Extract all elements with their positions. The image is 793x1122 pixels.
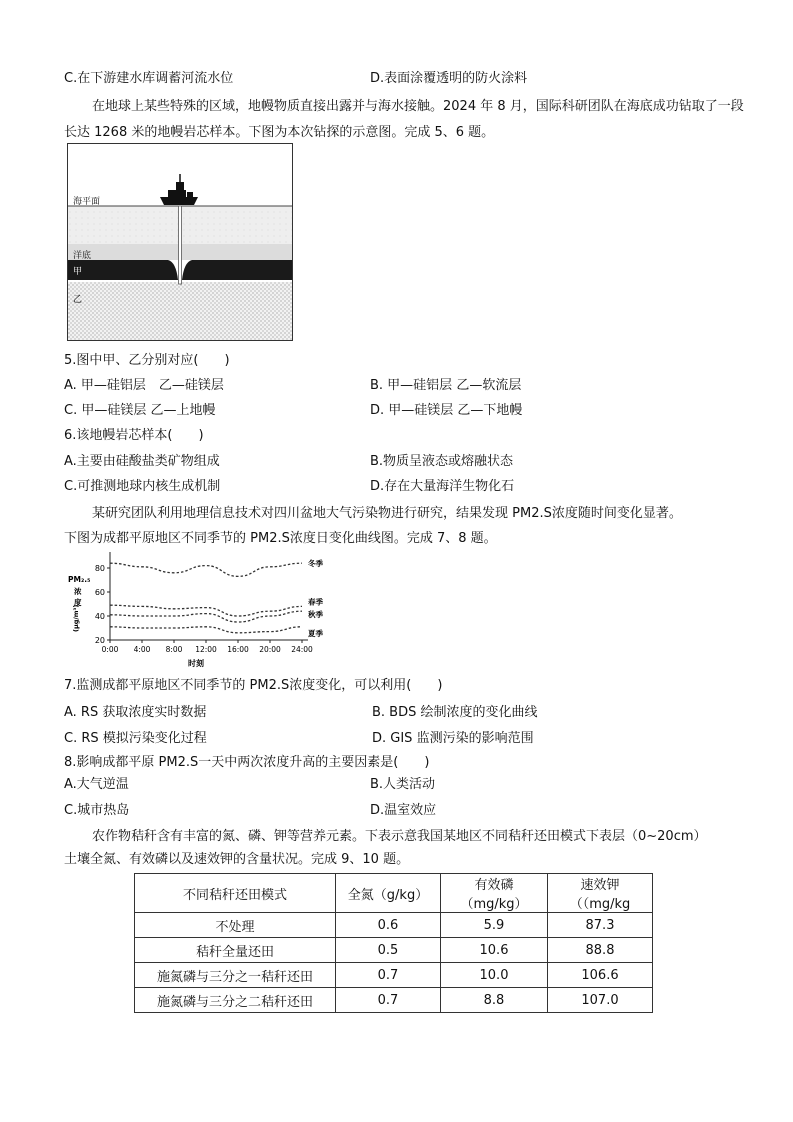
- x-tick-label: 0:00: [101, 645, 119, 654]
- layer-b-label: 乙: [73, 295, 83, 305]
- x-tick-label: 8:00: [165, 645, 183, 654]
- q8-option-c[interactable]: C.城市热岛: [64, 803, 130, 818]
- table-cell: 88.8: [548, 938, 653, 963]
- intro-q5-6: 在地球上某些特殊的区域，地幔物质直接出露并与海水接触。2024 年 8 月，国际科研团队在海底成功钻取了一段长达 1268 米的地幔岩芯样本。下图为本次钻探的示意图。完成 5、6 题。: [64, 99, 744, 140]
- q8-option-b[interactable]: B.人类活动: [370, 777, 436, 792]
- q5-option-a[interactable]: A. 甲—硅铝层 乙—硅镁层: [64, 378, 224, 393]
- x-tick-label: 20:00: [259, 645, 281, 654]
- intro-q7-8-line1: 某研究团队利用地理信息技术对四川盆地大气污染物进行研究，结果发现 PM2.S浓度随时间变化显著。: [92, 506, 682, 521]
- q6-option-a[interactable]: A.主要由硅酸盐类矿物组成: [64, 454, 220, 469]
- series-label: 秋季: [308, 610, 323, 620]
- q7-option-b[interactable]: B. BDS 绘制浓度的变化曲线: [372, 705, 538, 720]
- intro-q9-10-line1: 农作物秸秆含有丰富的氮、磷、钾等营养元素。下表示意我国某地区不同秸秆还田模式下表层（0~20cm）: [92, 829, 707, 844]
- layer-a-label: 甲: [73, 267, 83, 277]
- q8-stem: 8.影响成都平原 PM2.S一天中两次浓度升高的主要因素是( ): [64, 755, 430, 770]
- sea-level-label: 海平面: [73, 197, 101, 207]
- table-cell: 0.5: [336, 938, 441, 963]
- pm25-chart: [64, 548, 324, 670]
- table-cell: 10.0: [441, 963, 548, 988]
- table-cell: 0.7: [336, 988, 441, 1013]
- table-header: 不同秸秆还田模式: [135, 874, 336, 913]
- table-header: 全氮（g/kg）: [336, 874, 441, 913]
- y-tick-label: 40: [94, 612, 105, 621]
- q8-option-d[interactable]: D.温室效应: [370, 803, 437, 818]
- y-axis-label: 浓: [74, 587, 82, 596]
- q6-option-c[interactable]: C.可推测地球内核生成机制: [64, 479, 221, 494]
- q6-option-b[interactable]: B.物质呈液态或熔融状态: [370, 454, 514, 469]
- series-label: 夏季: [308, 628, 323, 638]
- table-cell: 0.6: [336, 913, 441, 938]
- layer-b-region: [68, 282, 292, 340]
- table-cell: 10.6: [441, 938, 548, 963]
- series-label: 春季: [308, 597, 323, 607]
- table-header: 有效磷（mg/kg）: [441, 874, 548, 913]
- table-cell: 87.3: [548, 913, 653, 938]
- y-tick-label: 60: [94, 588, 105, 597]
- q6-option-d[interactable]: D.存在大量海洋生物化石: [370, 479, 515, 494]
- option-c-prev: C.在下游建水库调蓄河流水位: [64, 71, 234, 86]
- q7-option-c[interactable]: C. RS 模拟污染变化过程: [64, 731, 207, 746]
- x-tick-label: 24:00: [291, 645, 313, 654]
- straw-return-table: [134, 873, 653, 1013]
- x-tick-label: 12:00: [195, 645, 217, 654]
- y-axis-label: PM₂.₅: [68, 575, 91, 584]
- table-row: [135, 988, 653, 1013]
- intro-q7-8-line2: 下图为成都平原地区不同季节的 PM2.S浓度日变化曲线图。完成 7、8 题。: [64, 531, 497, 546]
- table-header: 速效钾（（mg/kg: [548, 874, 653, 913]
- layer-b-right: [182, 260, 292, 280]
- q5-stem: 5.图中甲、乙分别对应( ): [64, 353, 230, 368]
- q7-option-a[interactable]: A. RS 获取浓度实时数据: [64, 705, 207, 720]
- series-line: [110, 611, 302, 622]
- intro-q9-10-line2: 土壤全氮、有效磷以及速效钾的含量状况。完成 9、10 题。: [64, 852, 410, 867]
- table-cell: 5.9: [441, 913, 548, 938]
- x-tick-label: 4:00: [133, 645, 151, 654]
- table-cell: 不处理: [135, 913, 336, 938]
- q5-option-d[interactable]: D. 甲—硅镁层 乙—下地幔: [370, 403, 523, 418]
- seabed-label: 洋底: [73, 251, 92, 261]
- table-row: [135, 938, 653, 963]
- q6-stem: 6.该地幔岩芯样本( ): [64, 428, 204, 443]
- x-tick-label: 16:00: [227, 645, 249, 654]
- drilling-diagram: [67, 143, 293, 341]
- layer-a-left: [68, 260, 178, 280]
- table-cell: 秸秆全量还田: [135, 938, 336, 963]
- q5-option-c[interactable]: C. 甲—硅镁层 乙—上地幔: [64, 403, 216, 418]
- series-line: [110, 563, 302, 576]
- y-axis-label: (μg/m³): [72, 604, 80, 632]
- x-axis-label: 时刻: [188, 659, 204, 668]
- series-label: 冬季: [308, 559, 323, 569]
- option-d-prev: D.表面涂覆透明的防火涂料: [370, 71, 528, 86]
- table-cell: 8.8: [441, 988, 548, 1013]
- table-row: [135, 913, 653, 938]
- drill-pipe: [179, 206, 182, 284]
- table-cell: 施氮磷与三分之一秸秆还田: [135, 963, 336, 988]
- q8-option-a[interactable]: A.大气逆温: [64, 777, 129, 792]
- series-line: [110, 605, 302, 616]
- q7-option-d[interactable]: D. GIS 监测污染的影响范围: [372, 731, 534, 746]
- table-cell: 106.6: [548, 963, 653, 988]
- table-row: [135, 963, 653, 988]
- table-cell: 0.7: [336, 963, 441, 988]
- series-line: [110, 627, 302, 633]
- table-cell: 施氮磷与三分之二秸秆还田: [135, 988, 336, 1013]
- y-tick-label: 20: [94, 636, 105, 645]
- q5-option-b[interactable]: B. 甲—硅铝层 乙—软流层: [370, 378, 522, 393]
- table-cell: 107.0: [548, 988, 653, 1013]
- table-header-row: [135, 874, 653, 913]
- q7-stem: 7.监测成都平原地区不同季节的 PM2.S浓度变化，可以利用( ): [64, 678, 443, 693]
- y-axis-label: 度: [74, 598, 82, 607]
- y-tick-label: 80: [94, 564, 105, 573]
